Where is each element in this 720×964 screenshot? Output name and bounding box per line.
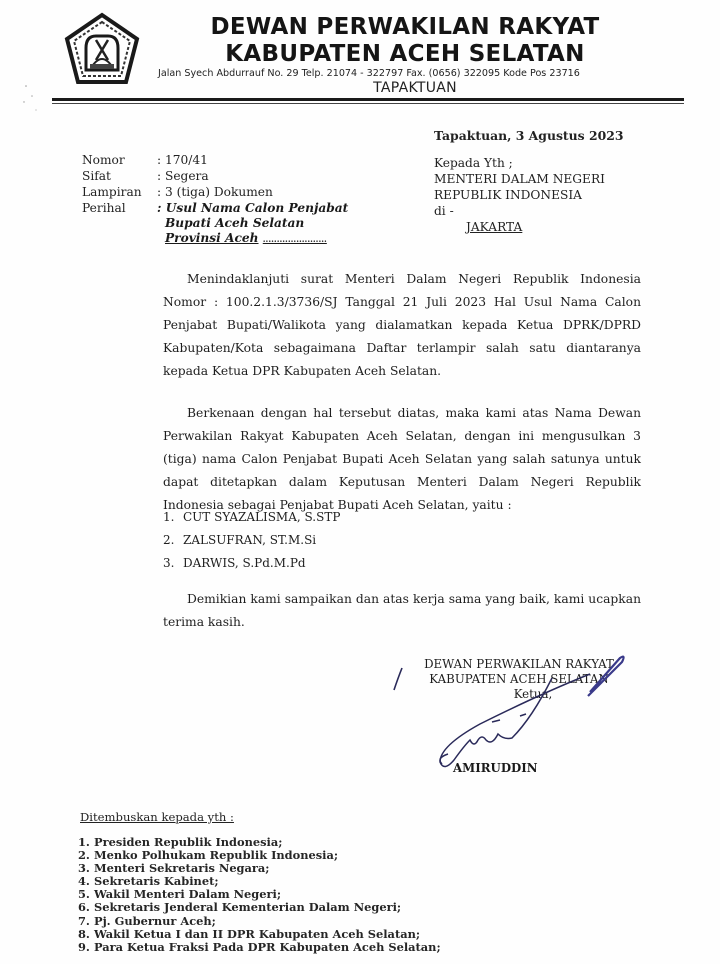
cc-item: 6. Sekretaris Jenderal Kementerian Dalam Negeri;: [78, 900, 402, 915]
lampiran-value: : 3 (tiga) Dokumen: [157, 185, 273, 199]
letterhead-title-line2: KABUPATEN ACEH SELATAN: [225, 41, 585, 67]
candidate-item: 3. DARWIS, S.Pd.M.Pd: [163, 556, 306, 570]
recipient-city: JAKARTA: [466, 220, 523, 234]
letterhead-divider-thick: [52, 98, 684, 101]
cc-item: 8. Wakil Ketua I dan II DPR Kabupaten Aceh Selatan;: [78, 926, 421, 941]
cc-item: 5. Wakil Menteri Dalam Negeri;: [78, 887, 282, 902]
letterhead-city: TAPAKTUAN: [373, 80, 457, 96]
signature-org-line1: DEWAN PERWAKILAN RAKYAT: [424, 657, 614, 671]
body-paragraph-2: Berkenaan dengan hal tersebut diatas, maka kami atas Nama Dewan Perwakilan Rakyat Kabupaten Aceh Selatan, dengan ini mengusulkan 3 (tiga) nama Calon Penjabat Bupati Aceh Selatan yang salah satunya untuk dapat ditetapkan dalam Keputusan Menteri Dalam Negeri Republik Indonesia sebagai Penjabat Bupati Aceh Selatan, yaitu :: [163, 406, 641, 512]
cc-item: 1. Presiden Republik Indonesia;: [78, 835, 283, 849]
lampiran-label: Lampiran: [82, 185, 142, 199]
perihal-dots: .......................: [262, 234, 327, 244]
sifat-label: Sifat: [82, 169, 111, 183]
cc-item: 7. Pj. Gubernur Aceh;: [78, 913, 216, 928]
letter-date: Tapaktuan, 3 Agustus 2023: [434, 128, 624, 143]
nomor-label: Nomor: [82, 153, 125, 167]
nomor-value: : 170/41: [157, 153, 208, 167]
cc-item: 3. Menteri Sekretaris Negara;: [78, 861, 270, 876]
cc-list: [78, 836, 441, 954]
perihal-province: Provinsi Aceh: [165, 231, 259, 245]
cc-item: 9. Para Ketua Fraksi Pada DPR Kabupaten Aceh Selatan;: [78, 939, 441, 954]
letterhead-address: Jalan Syech Abdurrauf No. 29 Telp. 21074 - 322797 Fax. (0656) 322095 Kode Pos 23716: [158, 68, 580, 79]
cc-title: Ditembuskan kepada yth :: [80, 810, 234, 824]
signatory-name: AMIRUDDIN: [453, 761, 538, 775]
perihal-line1: : Usul Nama Calon Penjabat: [157, 201, 349, 215]
candidate-item: 1. CUT SYAZALISMA, S.STP: [163, 510, 341, 524]
recipient-line2: REPUBLIK INDONESIA: [434, 188, 582, 202]
candidate-item: 2. ZALSUFRAN, ST.M.Si: [163, 533, 317, 547]
scan-specks: [20, 80, 50, 120]
signature-org-line2: KABUPATEN ACEH SELATAN: [429, 672, 609, 686]
handwritten-signature-icon: [380, 640, 640, 780]
signature-position: Ketua,: [513, 687, 553, 701]
perihal-line3: [165, 231, 327, 247]
letterhead-divider-thin: [52, 103, 684, 104]
cc-item: 4. Sekretaris Kabinet;: [78, 874, 219, 889]
recipient-greeting: Kepada Yth ;: [434, 156, 513, 170]
closing-paragraph: Demikian kami sampaikan dan atas kerja sama yang baik, kami ucapkan terima kasih.: [163, 592, 641, 629]
letterhead-title-line1: DEWAN PERWAKILAN RAKYAT: [210, 14, 600, 40]
perihal-line2: Bupati Aceh Selatan: [165, 216, 305, 230]
recipient-line3: di -: [434, 204, 454, 218]
sifat-value: : Segera: [157, 169, 209, 183]
recipient-line1: MENTERI DALAM NEGERI: [434, 172, 605, 186]
regency-crest-icon: [64, 12, 140, 88]
cc-item: 2. Menko Polhukam Republik Indonesia;: [78, 848, 339, 863]
body-paragraph-1: Menindaklanjuti surat Menteri Dalam Negeri Republik Indonesia Nomor : 100.2.1.3/3736/SJ Tanggal 21 Juli 2023 Hal Usul Nama Calon Penjabat Bupati/Walikota yang dialamatkan kepada Ketua DPRK/DPRD Kabupaten/Kota sebagaimana Daftar terlampir salah satu diantaranya kepada Ketua DPR Kabupaten Aceh Selatan.: [163, 272, 641, 378]
perihal-label: Perihal: [82, 201, 126, 215]
